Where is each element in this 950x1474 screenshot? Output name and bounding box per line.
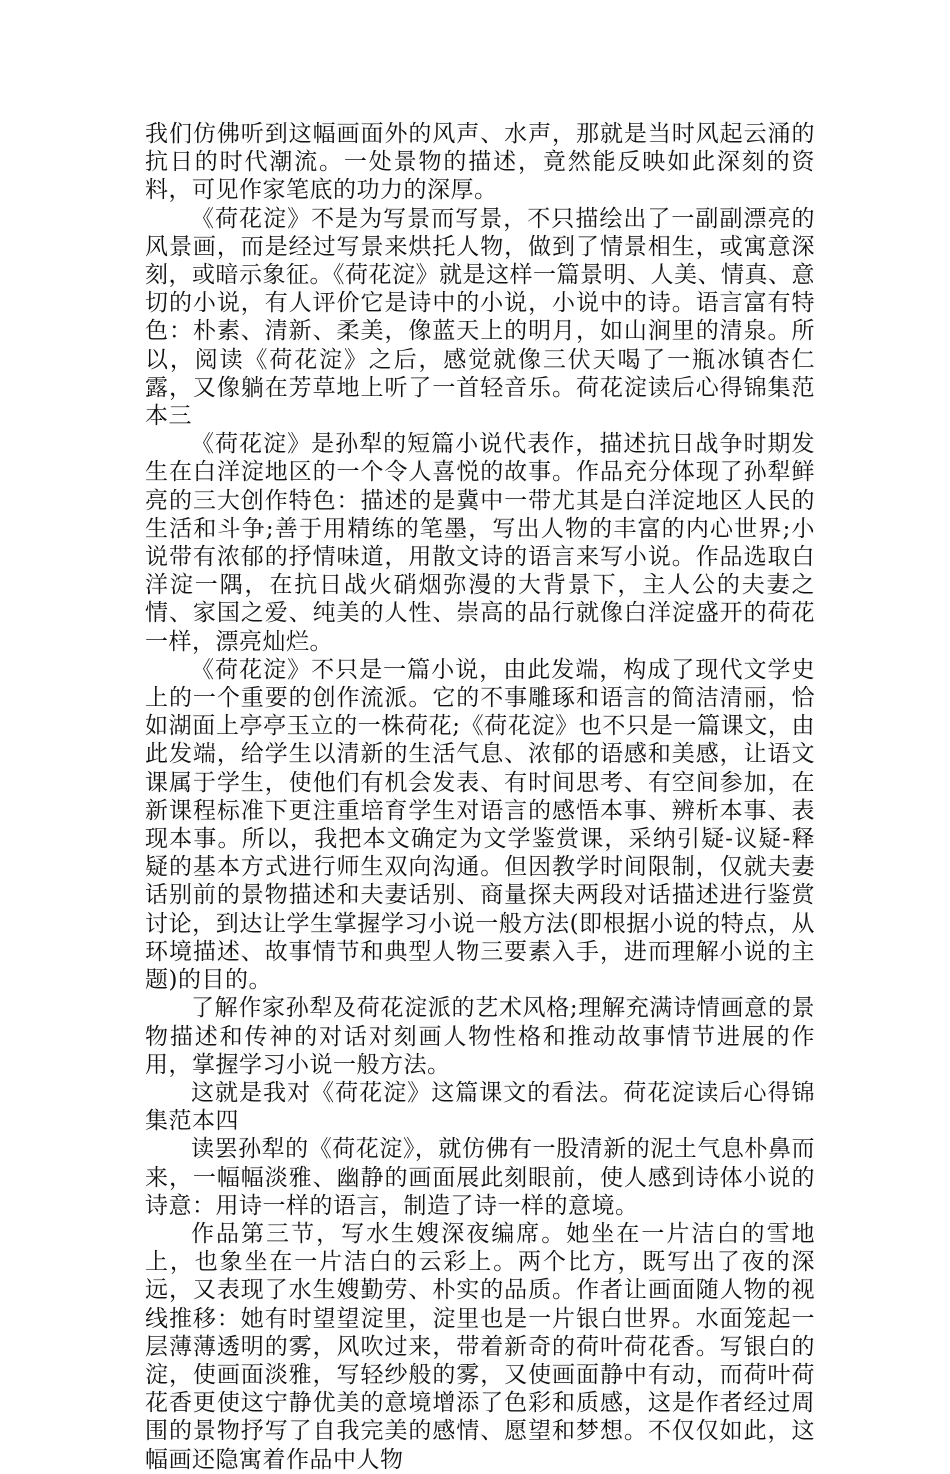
paragraph-4: 《荷花淀》不只是一篇小说，由此发端，构成了现代文学史上的一个重要的创作流派。它的不事雕琢和语言的简洁清丽，恰如湖面上亭亭玉立的一株荷花;《荷花淀》也不只是一篇课文，由此发端，给学生以清新的生活气息、浓郁的语感和美感，让语文课属于学生，使他们有机会发表、有时间思考、有空间参加，在新课程标准下更注重培育学生对语言的感悟本事、辨析本事、表现本事。所以，我把本文确定为文学鉴赏课，采纳引疑-议疑-释疑的基本方式进行师生双向沟通。但因教学时间限制，仅就夫妻话别前的景物描述和夫妻话别、商量探夫两段对话描述进行鉴赏讨论，到达让学生掌握学习小说一般方法(即根据小说的特点，从环境描述、故事情节和典型人物三要素入手，进而理解小说的主题)的目的。 bbox=[145, 656, 815, 994]
paragraph-7: 读罢孙犁的《荷花淀》，就仿佛有一股清新的泥土气息朴鼻而来，一幅幅淡雅、幽静的画面展此刻眼前，使人感到诗体小说的诗意：用诗一样的语言，制造了诗一样的意境。 bbox=[145, 1136, 815, 1219]
paragraph-3: 《荷花淀》是孙犁的短篇小说代表作，描述抗日战争时期发生在白洋淀地区的一个令人喜悦的故事。作品充分体现了孙犁鲜亮的三大创作特色：描述的是冀中一带尤其是白洋淀地区人民的生活和斗争;善于用精练的笔墨，写出人物的丰富的内心世界;小说带有浓郁的抒情味道，用散文诗的语言来写小说。作品选取白洋淀一隅，在抗日战火硝烟弥漫的大背景下，主人公的夫妻之情、家国之爱、纯美的人性、崇高的品行就像白洋淀盛开的荷花一样，漂亮灿烂。 bbox=[145, 431, 815, 655]
paragraph-8: 作品第三节，写水生嫂深夜编席。她坐在一片洁白的雪地上，也象坐在一片洁白的云彩上。两个比方，既写出了夜的深远，又表现了水生嫂勤劳、朴实的品质。作者让画面随人物的视线推移：她有时望望淀里，淀里也是一片银白世界。水面笼起一层薄薄透明的雾，风吹过来，带着新奇的荷叶荷花香。写银白的淀，使画面淡雅，写轻纱般的雾，又使画面静中有动，而荷叶荷花香更使这宁静优美的意境增添了色彩和质感，这是作者经过周围的景物抒写了自我完美的感情、愿望和梦想。不仅仅如此，这幅画还隐寓着作品中人物 bbox=[145, 1220, 815, 1473]
document-body bbox=[145, 120, 815, 1474]
paragraph-1: 我们仿佛听到这幅画面外的风声、水声，那就是当时风起云涌的抗日的时代潮流。一处景物的描述，竟然能反映如此深刻的资料，可见作家笔底的功力的深厚。 bbox=[145, 121, 815, 204]
paragraph-5: 了解作家孙犁及荷花淀派的艺术风格;理解充满诗情画意的景物描述和传神的对话对刻画人物性格和推动故事情节进展的作用，掌握学习小说一般方法。 bbox=[145, 995, 815, 1078]
paragraph-2: 《荷花淀》不是为写景而写景，不只描绘出了一副副漂亮的风景画，而是经过写景来烘托人物，做到了情景相生，或寓意深刻，或暗示象征。《荷花淀》就是这样一篇景明、人美、情真、意切的小说，有人评价它是诗中的小说，小说中的诗。语言富有特色：朴素、清新、柔美，像蓝天上的明月，如山涧里的清泉。所以，阅读《荷花淀》之后，感觉就像三伏天喝了一瓶冰镇杏仁露，又像躺在芳草地上听了一首轻音乐。荷花淀读后心得锦集范本三 bbox=[145, 205, 815, 430]
paragraph-6: 这就是我对《荷花淀》这篇课文的看法。荷花淀读后心得锦集范本四 bbox=[145, 1079, 815, 1135]
